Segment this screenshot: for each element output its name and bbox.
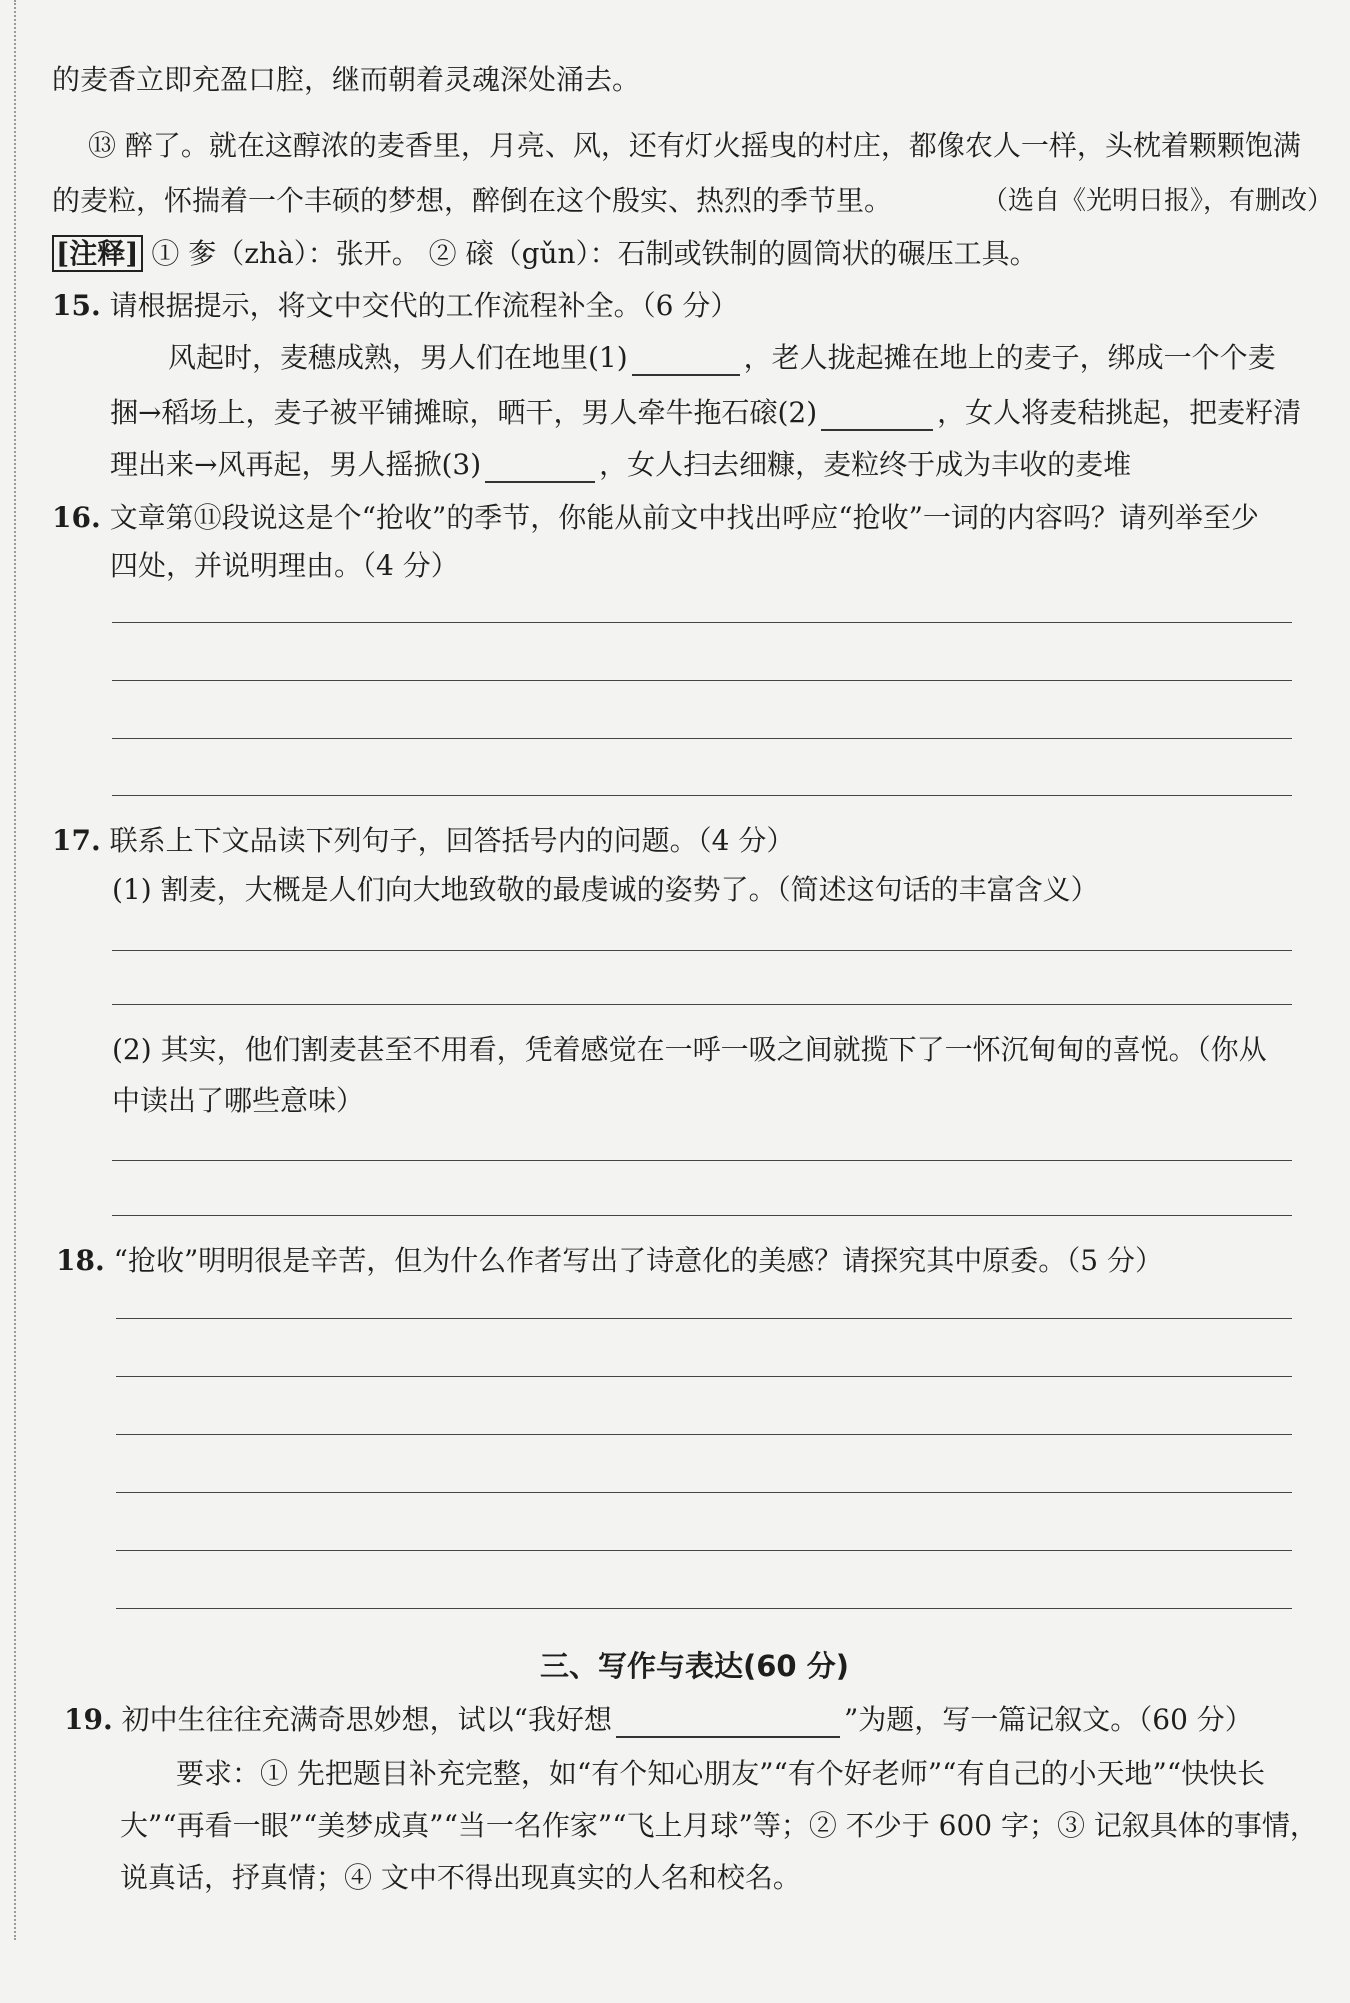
question-number: 16. <box>52 501 101 534</box>
q17-subquestion-2: (2) 其实，他们割麦甚至不用看，凭着感觉在一呼一吸之间就揽下了一怀沉甸甸的喜悦。（你从 <box>112 1033 1267 1066</box>
section-title: 三、写作与表达(60 分) <box>540 1649 849 1683</box>
answer-line[interactable] <box>112 1004 1292 1005</box>
answer-line[interactable] <box>112 680 1292 681</box>
answer-line[interactable] <box>116 1376 1292 1377</box>
answer-blank-3[interactable] <box>485 453 595 483</box>
source-citation: （选自《光明日报》，有删改） <box>982 186 1334 216</box>
question-stem: 文章第⑪段说这是个“抢收”的季节，你能从前文中找出呼应“抢收”一词的内容吗？请列举至少 <box>109 501 1259 534</box>
question-stem: 初中生往往充满奇思妙想，试以“我好想 <box>121 1703 612 1736</box>
annotation-text: ① 奓（zhà）：张开。 ② 磙（gǔn）：石制或铁制的圆筒状的碾压工具。 <box>151 237 1038 270</box>
answer-line[interactable] <box>116 1492 1292 1493</box>
q19-requirements-line-2: 大”“再看一眼”“美梦成真”“当一名作家”“飞上月球”等；② 不少于 600 字；③ 记叙具体的事情， <box>120 1809 1318 1842</box>
question-number: 18. <box>56 1244 105 1277</box>
annotation <box>52 236 1038 272</box>
title-blank[interactable] <box>616 1708 840 1738</box>
q15-line-1 <box>168 340 1276 376</box>
q15-text: ，女人扫去细糠，麦粒终于成为丰收的麦堆 <box>599 448 1132 481</box>
q15-line-2 <box>110 395 1301 431</box>
annotation-label: [注释] <box>52 235 143 272</box>
answer-line[interactable] <box>116 1550 1292 1551</box>
answer-line[interactable] <box>116 1318 1292 1319</box>
question-stem: ”为题，写一篇记叙文。（60 分） <box>843 1703 1253 1736</box>
question-number: 17. <box>52 824 101 857</box>
question-15 <box>52 288 738 324</box>
answer-line[interactable] <box>112 622 1292 623</box>
paragraph-13-line-2: 的麦粒，怀揣着一个丰硕的梦想，醉倒在这个殷实、热烈的季节里。 <box>52 184 893 217</box>
answer-line[interactable] <box>116 1434 1292 1435</box>
question-16 <box>52 500 1259 536</box>
question-19 <box>64 1702 1253 1738</box>
binding-margin-line <box>14 0 16 1940</box>
question-number: 19. <box>64 1703 113 1736</box>
paragraph-13-line-1: ⑬ 醉了。就在这醇浓的麦香里，月亮、风，还有灯火摇曳的村庄，都像农人一样，头枕着颗颗饱满 <box>88 129 1301 162</box>
answer-line[interactable] <box>112 738 1292 739</box>
answer-blank-1[interactable] <box>632 346 740 376</box>
answer-blank-2[interactable] <box>821 401 933 431</box>
q15-text: 理出来→风再起，男人摇掀(3) <box>110 448 482 481</box>
answer-line[interactable] <box>112 1160 1292 1161</box>
answer-line[interactable] <box>112 950 1292 951</box>
q15-line-3 <box>110 447 1131 483</box>
answer-line[interactable] <box>116 1608 1292 1609</box>
question-stem: “抢收”明明很是辛苦，但为什么作者写出了诗意化的美感？请探究其中原委。（5 分） <box>113 1244 1163 1277</box>
question-stem: 请根据提示，将文中交代的工作流程补全。（6 分） <box>109 289 739 322</box>
question-16-line-2: 四处，并说明理由。（4 分） <box>110 549 459 582</box>
q15-text: ，老人拢起摊在地上的麦子，绑成一个个麦 <box>743 341 1276 374</box>
q15-text: 捆→稻场上，麦子被平铺摊晾，晒干，男人牵牛拖石磙(2) <box>110 396 818 429</box>
answer-line[interactable] <box>112 1215 1292 1216</box>
question-number: 15. <box>52 289 101 322</box>
q17-subquestion-2-line-2: 中读出了哪些意味） <box>112 1084 365 1117</box>
question-17 <box>52 823 794 859</box>
question-18 <box>56 1243 1163 1279</box>
q15-text: ，女人将麦秸挑起，把麦籽清 <box>937 396 1302 429</box>
q19-requirements-line-3: 说真话，抒真情；④ 文中不得出现真实的人名和校名。 <box>120 1861 801 1894</box>
q17-subquestion-1: (1) 割麦，大概是人们向大地致敬的最虔诚的姿势了。（简述这句话的丰富含义） <box>112 873 1099 906</box>
q15-text: 风起时，麦穗成熟，男人们在地里(1) <box>168 341 628 374</box>
passage-line: 的麦香立即充盈口腔，继而朝着灵魂深处涌去。 <box>52 63 641 96</box>
answer-line[interactable] <box>112 795 1292 796</box>
question-stem: 联系上下文品读下列句子，回答括号内的问题。（4 分） <box>109 824 795 857</box>
q19-requirements-line-1: 要求：① 先把题目补充完整，如“有个知心朋友”“有个好老师”“有自己的小天地”“快快长 <box>176 1757 1266 1790</box>
